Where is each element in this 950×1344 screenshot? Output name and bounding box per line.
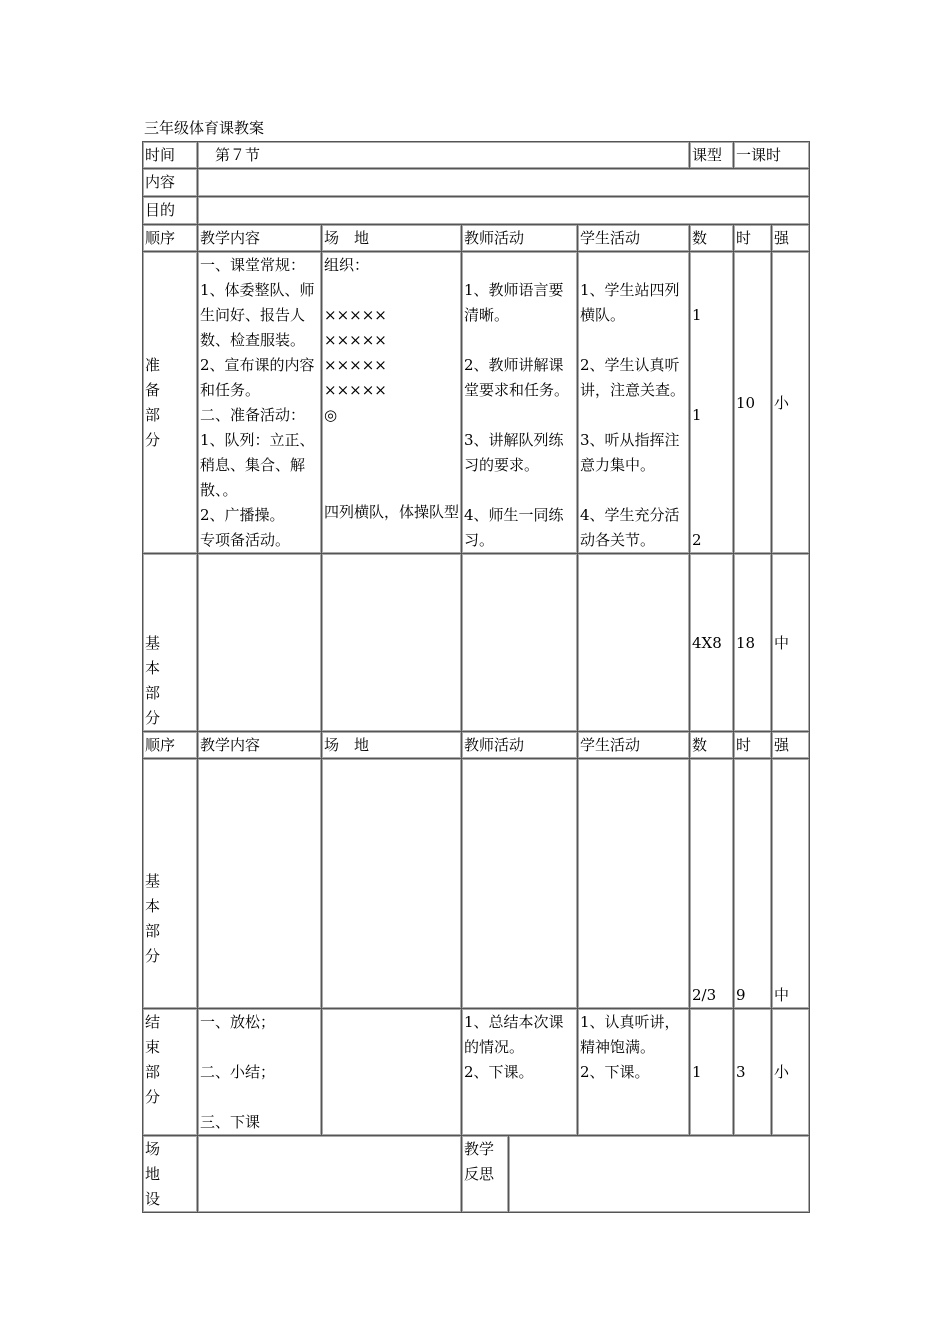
col-count: 数 (690, 225, 734, 252)
col-content: 教学内容 (198, 225, 322, 252)
end-label-cell (143, 1009, 198, 1136)
col-student: 学生活动 (578, 225, 690, 252)
prep-venue-note: 四列横队，体操队型 (324, 503, 460, 521)
basic1-time: 18 (734, 554, 772, 732)
goal-label: 目的 (143, 197, 198, 225)
col-student: 学生活动 (578, 732, 690, 759)
col-time: 时 (734, 732, 772, 759)
prep-label-cell (143, 252, 198, 554)
basic2-section-row (143, 759, 810, 1009)
prep-content: 一、课堂常规： 1、体委整队、师生问好、报告人数、检查服装。 2、宣布课的内容和任务。 二、准备活动： 1、队列：立正、稍息、集合、解散、。 2、广播操。 专项备活动。 (198, 252, 322, 554)
lesson-type-label: 课型 (690, 142, 734, 169)
col-order: 顺序 (143, 732, 198, 759)
time-row (143, 142, 810, 169)
document-title: 三年级体育课教案 (144, 119, 265, 137)
basic1-teacher (462, 554, 578, 732)
venue-setup-value (198, 1136, 462, 1213)
col-venue: 场 地 (322, 732, 462, 759)
col-count: 数 (690, 732, 734, 759)
basic2-venue (322, 759, 462, 1009)
column-header-row (143, 225, 810, 252)
goal-row (143, 197, 810, 225)
basic2-teacher (462, 759, 578, 1009)
end-intensity: 小 (772, 1009, 810, 1136)
end-section-row (143, 1009, 810, 1136)
basic1-venue (322, 554, 462, 732)
col-intensity: 强 (772, 732, 810, 759)
end-time: 3 (734, 1009, 772, 1136)
end-count: 1 (690, 1009, 734, 1136)
prep-intensity: 小 (772, 252, 810, 554)
content-value (198, 169, 810, 197)
column-header-row-2 (143, 732, 810, 759)
prep-section-row (143, 252, 810, 554)
prep-venue (322, 252, 462, 554)
col-teacher: 教师活动 (462, 225, 578, 252)
content-label: 内容 (143, 169, 198, 197)
reflection-label: 教学反思 (464, 1140, 495, 1183)
end-venue (322, 1009, 462, 1136)
basic2-time: 9 (734, 759, 772, 1009)
prep-venue-formation: 组织： ××××× ××××× ××××× ××××× ◎ (324, 256, 387, 424)
basic2-label-cell (143, 759, 198, 1009)
prep-student: 1、学生站四列横队。 2、学生认真听讲，注意关查。 3、听从指挥注意力集中。 4、学生充分活动各关节。 (578, 252, 690, 554)
col-time: 时 (734, 225, 772, 252)
prep-label: 准 备 部 分 (145, 356, 161, 449)
basic1-label: 基 本 部 分 (145, 634, 161, 727)
basic2-intensity: 中 (772, 759, 810, 1009)
col-teacher: 教师活动 (462, 732, 578, 759)
prep-time: 10 (734, 252, 772, 554)
end-label: 结 束 部 分 (145, 1013, 161, 1106)
basic2-count: 2/3 (690, 759, 734, 1009)
basic2-content (198, 759, 322, 1009)
time-value: 第７节 (198, 142, 690, 169)
end-content: 一、放松； 二、小结； 三、下课 (198, 1009, 322, 1136)
reflection-value (509, 1136, 810, 1213)
col-order: 顺序 (143, 225, 198, 252)
basic1-label-cell (143, 554, 198, 732)
prep-count: 1 1 2 (690, 252, 734, 554)
end-student: 1、认真听讲，精神饱满。 2、下课。 (578, 1009, 690, 1136)
basic1-intensity: 中 (772, 554, 810, 732)
lesson-plan-table (142, 141, 810, 1213)
basic1-section-row (143, 554, 810, 732)
basic1-content (198, 554, 322, 732)
col-venue: 场 地 (322, 225, 462, 252)
basic1-count: 4X8 (690, 554, 734, 732)
reflection-label-cell (462, 1136, 509, 1213)
content-row (143, 169, 810, 197)
prep-teacher: 1、教师语言要清晰。 2、教师讲解课堂要求和任务。 3、讲解队列练习的要求。 4、师生一同练习。 (462, 252, 578, 554)
footer-row (143, 1136, 810, 1213)
end-teacher: 1、总结本次课的情况。 2、下课。 (462, 1009, 578, 1136)
basic1-student (578, 554, 690, 732)
goal-value (198, 197, 810, 225)
col-content: 教学内容 (198, 732, 322, 759)
time-label: 时间 (143, 142, 198, 169)
venue-setup-label: 场 地 设 (145, 1140, 161, 1208)
lesson-type-value: 一课时 (734, 142, 810, 169)
basic2-label: 基 本 部 分 (145, 871, 161, 965)
col-intensity: 强 (772, 225, 810, 252)
basic2-student (578, 759, 690, 1009)
venue-setup-label-cell (143, 1136, 198, 1213)
